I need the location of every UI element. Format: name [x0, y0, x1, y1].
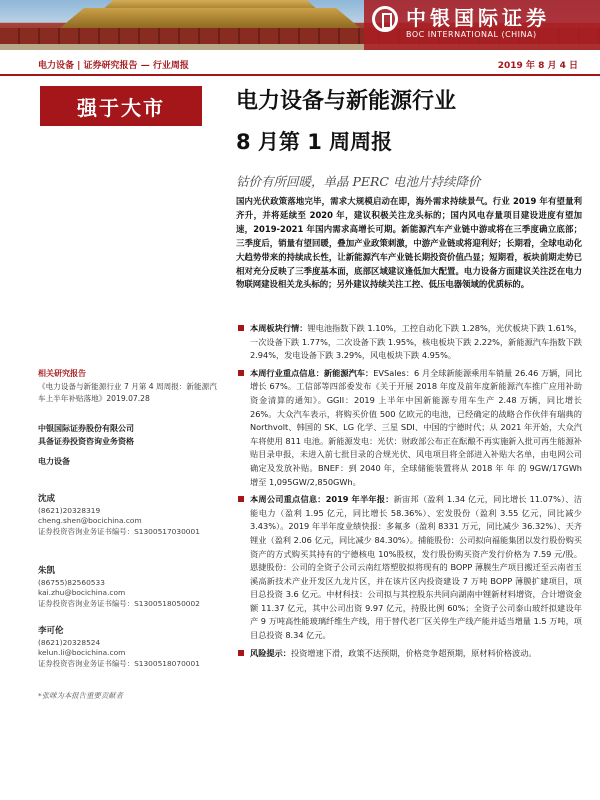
analyst-phone: (8621)20328524: [38, 637, 101, 647]
analyst-name: 沈成: [38, 494, 56, 504]
analyst-card: [38, 494, 218, 537]
bullet-square-icon: [238, 496, 244, 502]
bullet-market: [236, 322, 582, 363]
related-reports: [38, 368, 218, 404]
banner-roof: [60, 8, 360, 28]
bullet-lead: 本周行业重点信息：新能源汽车：: [250, 367, 374, 378]
bullet-company-news: [236, 493, 582, 643]
bullet-square-icon: [238, 650, 244, 656]
analyst-name: 李可伦: [38, 626, 64, 636]
sector-label: 电力设备: [38, 457, 70, 466]
header-divider: [0, 74, 600, 76]
report-title: 电力设备与新能源行业: [236, 89, 457, 114]
analyst-email[interactable]: kelun.li@bocichina.com: [38, 648, 126, 657]
report-category: 电力设备 | 证券研究报告 — 行业周报: [38, 61, 189, 71]
analyst-cert: 证券投资咨询业务证书编号：S1300518070001: [38, 658, 200, 668]
bullet-risk: [236, 647, 582, 661]
company-info: [38, 422, 218, 448]
bullet-lead: 本周公司重点信息：2019 年半年报：: [250, 494, 394, 505]
report-date: 2019 年 8 月 4 日: [497, 61, 578, 71]
bullet-text: EVSales：6 月全球新能源乘用车销量 26.46 万辆，同比增长 67%。工信部等四部委发布《关于开展 2018 年度及前年度新能源汽车推广应用补助资金清算的通知》。GGII：2019 上半年中国新能源专用车生产 2.48 万辆，同比增长 26%。大众汽车表示，将购买价值 500 亿欧元的电池，已经确定的战略合作伙伴有瑞典的 Northvolt、韩国的 SK、LG 化学、三星 SDI、中国的宁德时代；从 2021 年开始，大众汽车将使用 811 电池。新能源发电：光伏：财政部公布正在酝酿不再实施新入批可再生能源补贴目录申报，未进入前七批目录的合规光伏、风电项目将全部进入补贴大名单，由电网公司确定及发放补贴。BNEF：到 2040 年，全球储能装置将从 2018 年 年 的 9GW/17GWh 增至 1,095GW/2,850GWh。: [250, 367, 582, 487]
analyst-name: 朱凯: [38, 566, 56, 576]
rating-badge: 强于大市: [40, 86, 202, 126]
summary-paragraph: 国内光伏政策落地完毕，需求大规模启动在即，海外需求持续景气。行业 2019 年有望量利齐升，并将延续至 2020 年，建议积极关注龙头标的；国内风电存量项目建设进度有望加速，2019-2021 年国内需求高增长可期。新能源汽车产业链中游或将在三季度确立底部；三季度后，销量有望回暖，叠加产业政策刺激，中游产业链或将迎利好；长期看，全球电动化大趋势带来的持续成长性，让新能源汽车产业链长期投资价值凸显；短期看，板块前期走势已相对充分反映了三季度基本面，底部区域建议逢低加大配置。电力设备方面建议关注泛在电力物联网建设相关龙头标的；另外建议持续关注工控、低压电器领域的优质标的。: [236, 196, 582, 290]
analyst-email[interactable]: cheng.shen@bocichina.com: [38, 516, 142, 525]
bullet-text: 新宙邦（盈利 1.34 亿元，同比增长 11.07%）、洁能电力（盈利 1.95 亿元，同比增长 58.36%）、宏发股份（盈利 3.55 亿元，同比减少 3.43%）。2019 年半年度业绩快报：多氟多（盈利 8331 万元，同比减少 36.32%）、天齐锂业（盈利 2.06 亿元，同比减少 84.30%）。捕能股份：公司拟向福能集团以发行股份购买资产的方式购买其持有的宁德核电 10%股权，发行股份购买资产发行价格为 7.59 元/股。恩捷股份：公司的全资子公司云南红塔塑胶拟将现有的 BOPP 薄膜生产项目搬迁至云南省玉溪高新技术产业开发区九龙片区，并在该片区内投资建设 7 万吨 BOPP 薄膜扩建项目，项目总投资 3.6 亿元。中材科技：公司拟与其控股东共同向湖南中锂新材料增资，合计增资金额 11.37 亿元，其中公司出资 9.97 亿元，持股比例 60%；全资子公司泰山玻纤拟建设年产 9 万吨高性能玻璃纤维生产线，用于替代老厂区关停生产线产能并适当增量 1.5 万吨，项目总投资 8.34 亿元。: [250, 494, 582, 641]
analyst-card: [38, 566, 218, 609]
related-reports-heading: 相关研究报告: [38, 369, 86, 378]
analyst-phone: (86755)82560533: [38, 577, 105, 587]
bullet-text: 投资增速下滑，政策不达预期，价格竞争超预期，原材料价格波动。: [290, 647, 537, 658]
analyst-phone: (8621)20328319: [38, 505, 101, 515]
brand-logo: [364, 0, 600, 50]
contributor-note: *张咪为本报告重要贡献者: [38, 691, 123, 700]
bullet-square-icon: [238, 370, 244, 376]
brand-name-cn: 中银国际证券: [406, 6, 550, 30]
company-qualification: 具备证券投资咨询业务资格: [38, 437, 134, 446]
bullet-lead: 风险提示：: [250, 647, 291, 658]
bullet-industry-news: [236, 367, 582, 489]
report-meta-bar: [38, 58, 578, 72]
report-subtitle: 钴价有所回暖，单晶 PERC 电池片持续降价: [236, 174, 481, 189]
bullet-lead: 本周板块行情：: [250, 323, 308, 333]
bullet-square-icon: [238, 325, 244, 331]
company-name: 中银国际证券股份有限公司: [38, 424, 134, 433]
bullet-list: [236, 322, 582, 664]
analyst-card: [38, 626, 218, 669]
analyst-email[interactable]: kai.zhu@bocichina.com: [38, 588, 126, 597]
brand-name-en: BOC INTERNATIONAL (CHINA): [406, 30, 537, 39]
report-title-week: 8 月第 1 周周报: [236, 130, 393, 154]
analyst-cert: 证券投资咨询业务证书编号：S1300518050002: [38, 598, 200, 608]
bullet-text: 锂电池指数下跌 1.10%，工控自动化下跌 1.28%，光伏板块下跌 1.61%，一次设备下跌 1.77%，二次设备下跌 1.95%，核电板块下跌 2.22%，新能源汽车指数下跌 2.94%，发电设备下跌 3.29%，风电板块下跌 4.95%。: [250, 323, 582, 361]
analyst-cert: 证券投资咨询业务证书编号：S1300517030001: [38, 526, 200, 536]
related-report-link[interactable]: 《电力设备与新能源行业 7 月第 4 周周报：新能源汽车上半年补贴落地》2019.07.28: [38, 382, 217, 403]
header-banner: [0, 0, 600, 50]
boc-logo-icon: [372, 6, 398, 32]
